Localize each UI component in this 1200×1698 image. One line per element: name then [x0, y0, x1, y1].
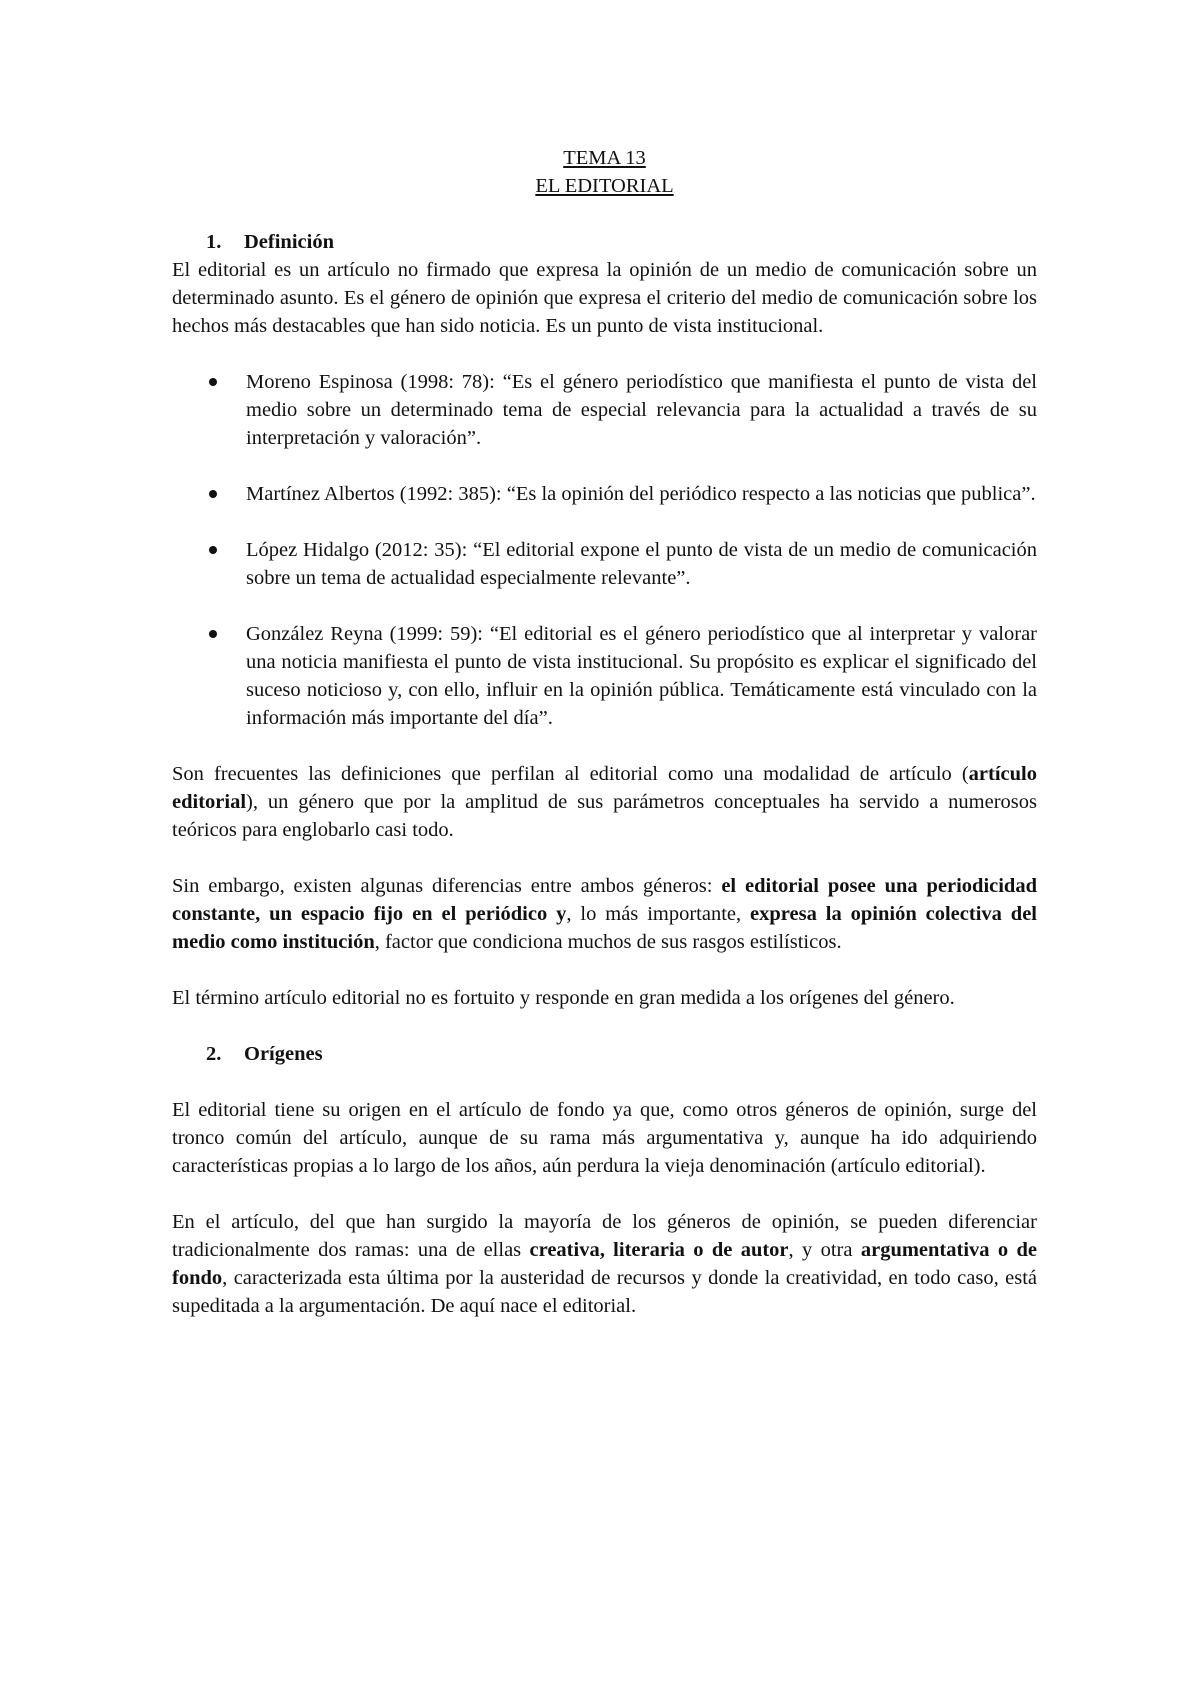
section-heading-origenes: [172, 1040, 1037, 1068]
section-label: Orígenes: [244, 1043, 323, 1065]
list-item: [172, 536, 1037, 592]
bold-text: creativa, literaria o de autor: [529, 1239, 789, 1261]
paragraph-termino: El término artículo editorial no es fortuito y responde en gran medida a los orígenes del género.: [172, 987, 955, 1009]
bullet-icon: [209, 546, 217, 554]
text-run: ), un género que por la amplitud de sus parámetros conceptuales ha servido a numerosos teóricos para englobarlo casi todo.: [172, 791, 1037, 841]
text-run: , y otra: [788, 1239, 861, 1261]
definitions-list: [172, 368, 1037, 732]
section-number: 2.: [206, 1043, 222, 1065]
text-run: En el artículo, del que han surgido la mayoría de los géneros de opinión, se pueden diferenciar tradicionalmente dos ramas: una de ellas: [172, 1211, 1037, 1261]
text-run: , caracterizada esta última por la austeridad de recursos y donde la creatividad, en todo caso, está supeditada a la argumentación. De aquí nace el editorial.: [172, 1267, 1037, 1317]
text-run: Sin embargo, existen algunas diferencias entre ambos géneros:: [172, 875, 722, 897]
text-run: , lo más importante,: [566, 903, 751, 925]
bullet-icon: [209, 490, 217, 498]
list-item-text: López Hidalgo (2012: 35): “El editorial expone el punto de vista de un medio de comunicación sobre un tema de actualidad especialmente relevante”.: [246, 539, 1037, 589]
list-item-text: Moreno Espinosa (1998: 78): “Es el género periodístico que manifiesta el punto de vista del medio sobre un determinado tema de especial relevancia para la actualidad a través de su interpretación y valoración”.: [246, 371, 1037, 449]
list-item-text: Martínez Albertos (1992: 385): “Es la opinión del periódico respecto a las noticias que publica”.: [246, 483, 1036, 505]
section-heading-definicion: [172, 228, 1037, 256]
bullet-icon: [209, 630, 217, 638]
bold-text: argumentativa o de fondo: [172, 1239, 1037, 1289]
list-item: [172, 480, 1037, 508]
bold-text: el editorial posee una periodicidad constante, un espacio fijo en el periódico y: [172, 875, 1037, 925]
paragraph-ramas: [172, 1208, 1037, 1320]
list-item: [172, 368, 1037, 452]
bold-text: expresa la opinión colectiva del medio como institución: [172, 903, 1038, 953]
section-number: 1.: [206, 231, 222, 253]
list-item: [172, 620, 1037, 732]
bold-text: artículo editorial: [172, 763, 1037, 813]
paragraph-diferencias: [172, 872, 1037, 956]
list-item-text: González Reyna (1999: 59): “El editorial es el género periodístico que al interpretar y valorar una noticia manifiesta el punto de vista institucional. Su propósito es explicar el significado del suceso noticioso y, con ello, influir en la opinión pública. Temáticamente está vinculado con la información más importante del día”.: [246, 623, 1037, 729]
text-run: Son frecuentes las definiciones que perfilan al editorial como una modalidad de artículo (: [172, 763, 969, 785]
document-title-number: TEMA 13: [563, 147, 646, 169]
document-body: [172, 144, 1037, 1320]
document-title: EL EDITORIAL: [535, 175, 674, 197]
bullet-icon: [209, 378, 217, 386]
paragraph-origen: El editorial tiene su origen en el artículo de fondo ya que, como otros géneros de opinión, surge del tronco común del artículo, aunque de su rama más argumentativa y, aunque ha ido adquiriendo características propias a lo largo de los años, aún perdura la vieja denominación (artículo editorial).: [172, 1099, 1037, 1177]
section-label: Definición: [244, 231, 334, 253]
text-run: , factor que condiciona muchos de sus rasgos estilísticos.: [374, 931, 842, 953]
definition-paragraph: El editorial es un artículo no firmado que expresa la opinión de un medio de comunicación sobre un determinado asunto. Es el género de opinión que expresa el criterio del medio de comunicación sobre los hechos más destacables que han sido noticia. Es un punto de vista institucional.: [172, 259, 1037, 337]
paragraph-articulo-editorial: [172, 760, 1037, 844]
